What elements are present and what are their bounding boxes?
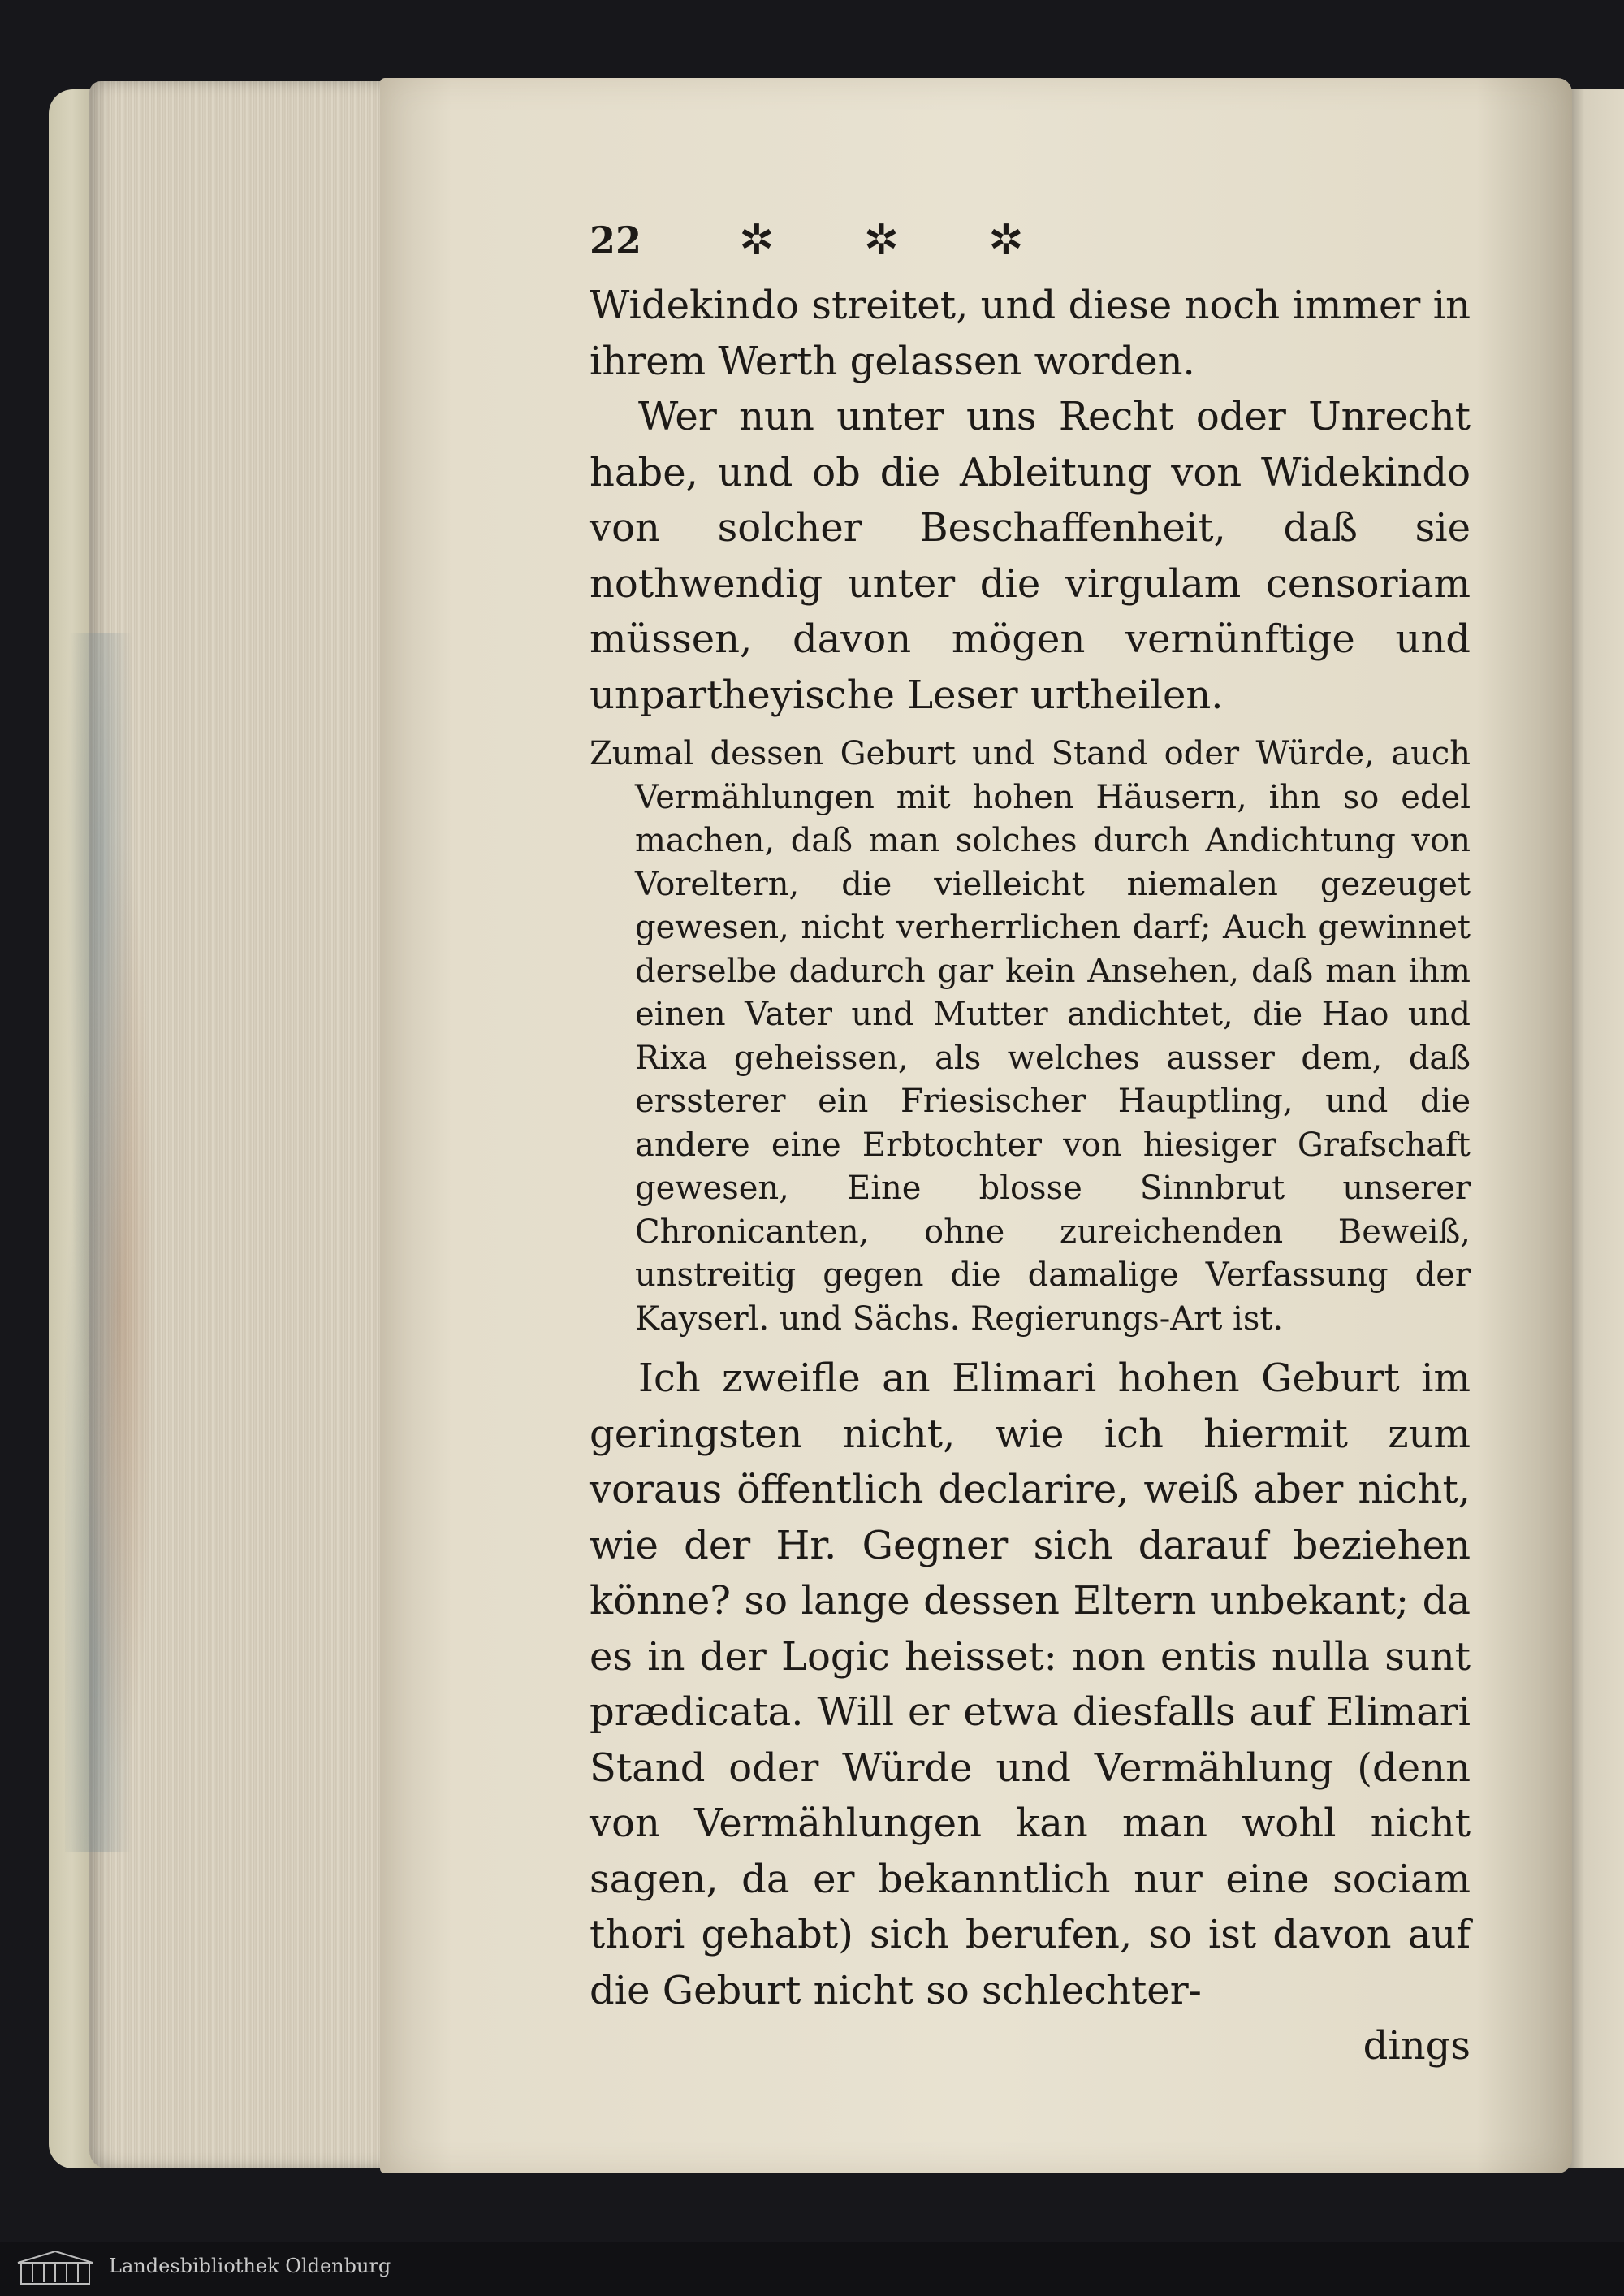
indented-note: Zumal dessen Geburt und Stand oder Würde, auch Vermählungen mit hohen Häusern, ihn so edel machen, daß man solches durch Andichtung von Voreltern, die vielleicht niemalen gezeuget gewesen, nicht verherrlichen darf; Auch gewinnet derselbe dadurch gar kein Ansehen, daß man ihm einen Vater und Mutter andichtet, die Hao und Rixa geheissen, als welches ausser dem, daß erssterer ein Friesischer Hauptling, und die andere eine Erbtochter von hiesiger Grafschaft gewesen, Eine blosse Sinnbrut unserer Chronicanten, ohne zureichenden Beweiß, unstreitig gegen die damalige Verfassung der Kayserl. und Sächs. Regierungs-Art ist. [590, 735, 1471, 1338]
star-ornament-icon: ✲ [863, 216, 900, 265]
text-block [590, 208, 1471, 2074]
library-name: Landesbibliothek Oldenburg [109, 2255, 391, 2277]
ornament-row [739, 216, 1024, 265]
page-number: 22 [590, 218, 642, 262]
library-building-icon [15, 2250, 96, 2285]
marbled-edge [65, 633, 154, 1852]
book-page [380, 78, 1572, 2173]
paragraph-continuation: Widekindo streitet, und diese noch immer in ihrem Werth gelassen worden. [590, 283, 1471, 384]
facing-page-edge [1563, 89, 1624, 2168]
star-ornament-icon: ✲ [988, 216, 1024, 265]
star-ornament-icon: ✲ [739, 216, 775, 265]
catchword: dings [1363, 2023, 1471, 2069]
paragraph: Wer nun unter uns Recht oder Unrecht habe, und ob die Ableitung von Widekindo von solcher Beschaffenheit, daß sie nothwendig unter die virgulam censoriam müssen, davon mögen vernünftige und unpartheyische Leser urtheilen. [590, 394, 1471, 718]
paragraph: Ich zweifle an Elimari hohen Geburt im geringsten nicht, wie ich hiermit zum voraus öffentlich declarire, weiß aber nicht, wie der Hr. Gegner sich darauf beziehen könne? so lange dessen Eltern unbekant; da es in der Logic heisset: non entis nulla sunt prædicata. Will er etwa diesfalls auf Elimari Stand oder Würde und Vermählung (denn von Vermählungen kan man wohl nicht sagen, da er bekanntlich nur eine sociam thori gehabt) sich berufen, so ist davon auf die Geburt nicht so schlechter- [590, 1356, 1471, 2013]
running-head [590, 208, 1471, 273]
